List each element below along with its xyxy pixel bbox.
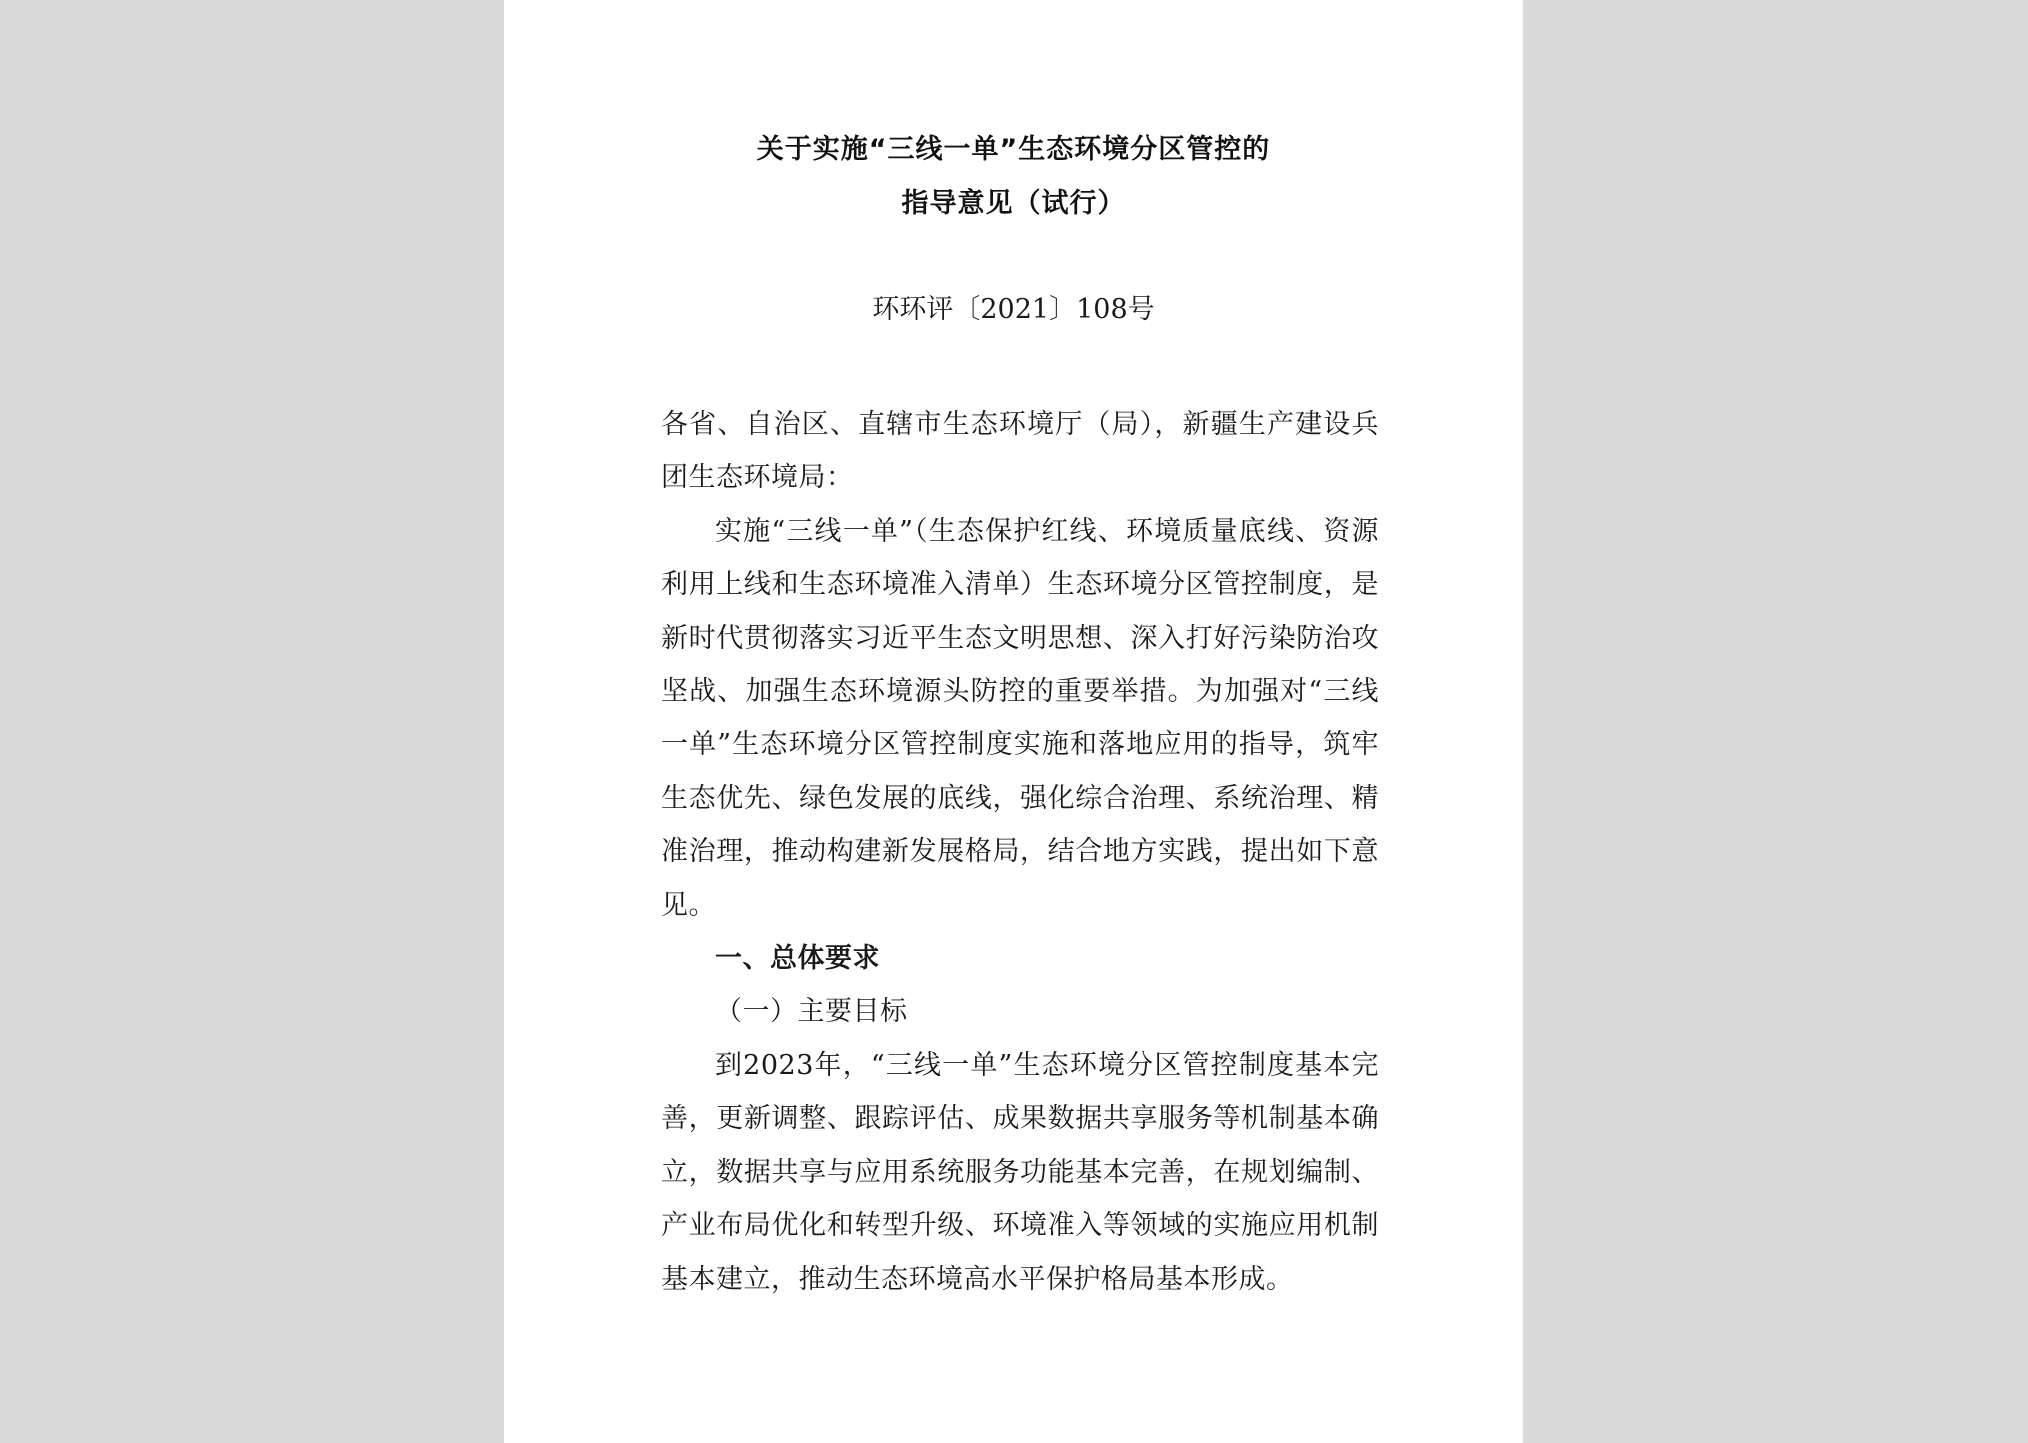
intro-paragraph: 实施“三线一单”（生态保护红线、环境质量底线、资源利用上线和生态环境准入清单）生态环境分区管控制度，是新时代贯彻落实习近平生态文明思想、深入打好污染防治攻坚战、加强生态环境源头防控的重要举措。为加强对“三线一单”生态环境分区管控制度实施和落地应用的指导，筑牢生态优先、绿色发展的底线，强化综合治理、系统治理、精准治理，推动构建新发展格局，结合地方实践，提出如下意见。	[661, 515, 1379, 921]
document-title-line-1: 关于实施“三线一单”生态环境分区管控的	[756, 134, 1271, 165]
subsection-heading: （一）主要目标	[715, 996, 908, 1028]
document-page	[504, 0, 1523, 1443]
addressee-paragraph: 各省、自治区、直辖市生态环境厅（局），新疆生产建设兵团生态环境局：	[661, 409, 1379, 494]
document-number: 环环评〔2021〕108号	[872, 294, 1155, 325]
subsection-paragraph: 到2023年，“三线一单”生态环境分区管控制度基本完善，更新调整、跟踪评估、成果数据共享服务等机制基本确立，数据共享与应用系统服务功能基本完善，在规划编制、产业布局优化和转型升级、环境准入等领域的实施应用机制基本建立，推动生态环境高水平保护格局基本形成。	[661, 1049, 1379, 1295]
document-title-line-2: 指导意见（试行）	[901, 188, 1126, 219]
section-heading: 一、总体要求	[715, 943, 880, 975]
document-body	[661, 398, 1379, 1306]
